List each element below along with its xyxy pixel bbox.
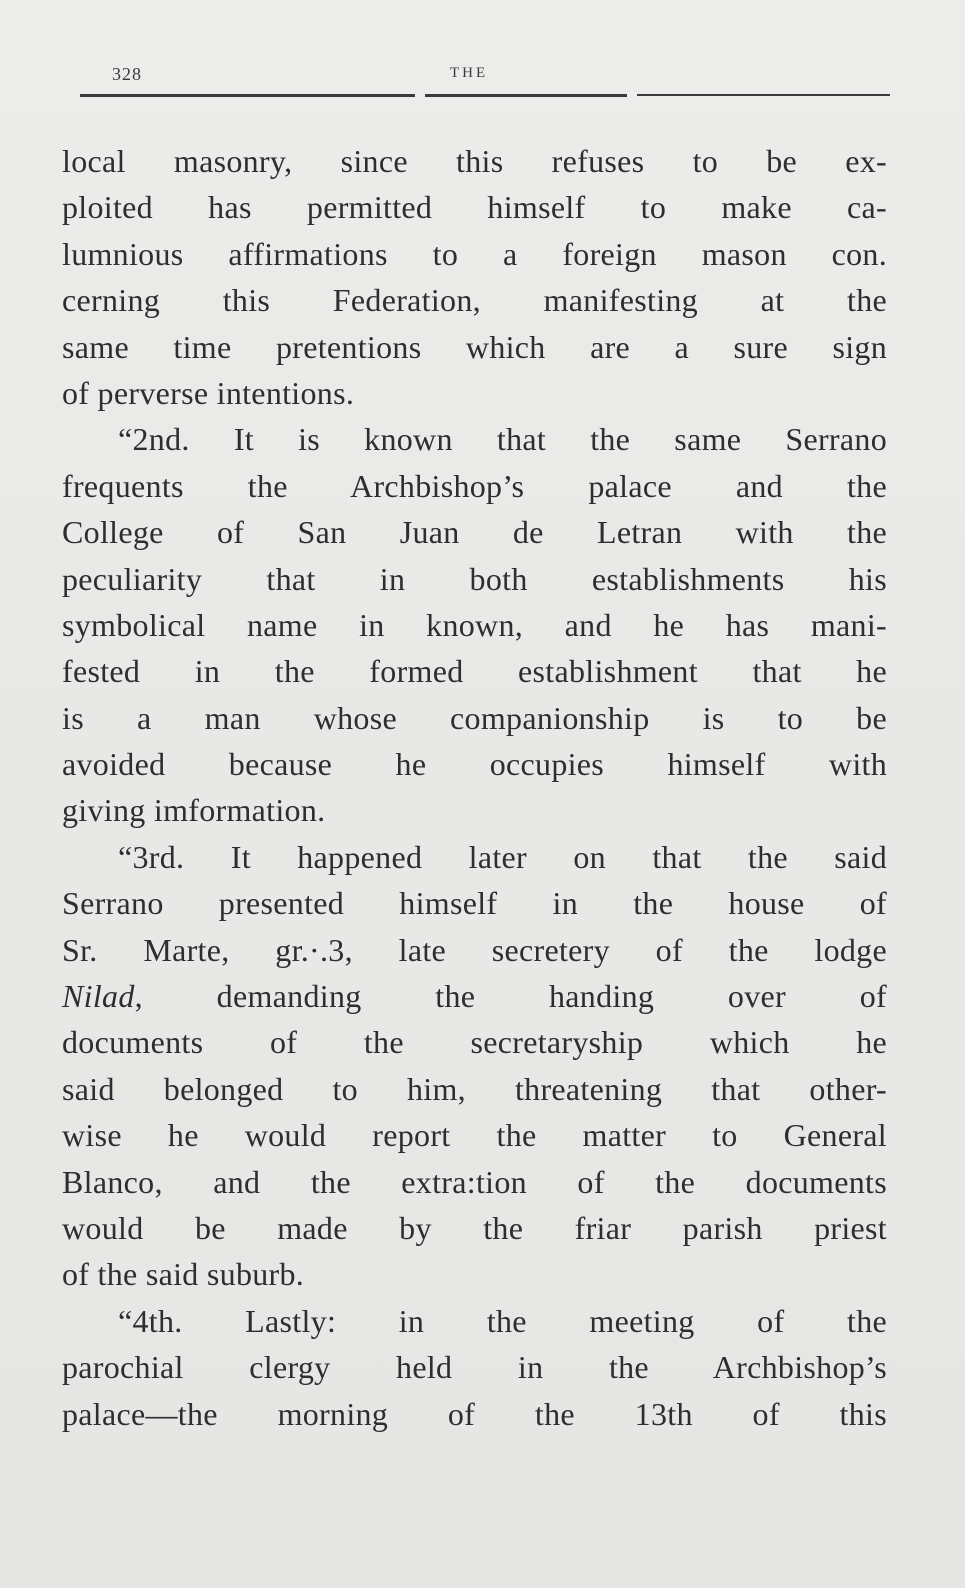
header-rule-right bbox=[637, 94, 890, 96]
text-line: avoided because he occupies himself with bbox=[62, 746, 887, 783]
text-line: is a man whose companionship is to be bbox=[62, 699, 887, 736]
text-line: “2nd. It is known that the same Serrano bbox=[118, 421, 887, 458]
running-head: THE bbox=[450, 65, 489, 81]
text-line: local masonry, since this refuses to be ex- bbox=[62, 143, 887, 179]
text-line: fested in the formed establishment that he bbox=[62, 653, 887, 690]
text-line: said belonged to him, threatening that other- bbox=[62, 1070, 887, 1107]
text-line: lumnious affirmations to a foreign mason con. bbox=[62, 235, 887, 272]
text-line: documents of the secretaryship which he bbox=[62, 1024, 887, 1061]
text-line: parochial clergy held in the Archbishop’s bbox=[62, 1349, 887, 1386]
text-line: ploited has permitted himself to make ca- bbox=[62, 189, 887, 226]
text-line: cerning this Federation, manifesting at the bbox=[62, 282, 887, 319]
header-rule-left bbox=[80, 94, 415, 97]
text-line: Nilad, demanding the handing over of bbox=[62, 978, 887, 1015]
text-line: palace—the morning of the 13th of this bbox=[62, 1395, 887, 1432]
text-line: same time pretentions which are a sure sign bbox=[62, 328, 887, 365]
text-line: symbolical name in known, and he has mani- bbox=[62, 606, 887, 643]
page-header bbox=[80, 58, 890, 102]
text-line: “3rd. It happened later on that the said bbox=[118, 838, 887, 875]
text-line: Serrano presented himself in the house of bbox=[62, 885, 887, 922]
page-number: 328 bbox=[112, 64, 142, 84]
text-line: wise he would report the matter to General bbox=[62, 1117, 887, 1154]
text-line: frequents the Archbishop’s palace and the bbox=[62, 467, 887, 504]
text-line: “4th. Lastly: in the meeting of the bbox=[118, 1302, 887, 1339]
text-line: Sr. Marte, gr.·.3, late secretery of the lodge bbox=[62, 931, 887, 968]
text-line: giving imformation. bbox=[62, 792, 326, 829]
text-line: College of San Juan de Letran with the bbox=[62, 514, 887, 551]
text-line: Blanco, and the extra:tion of the documents bbox=[62, 1163, 887, 1200]
text-line: of the said suburb. bbox=[62, 1256, 305, 1293]
text-line: peculiarity that in both establishments his bbox=[62, 560, 887, 597]
text-line: of perverse intentions. bbox=[62, 374, 355, 411]
header-rule-middle bbox=[425, 94, 627, 97]
text-line: would be made by the friar parish priest bbox=[62, 1209, 887, 1246]
body-text bbox=[62, 138, 887, 1437]
